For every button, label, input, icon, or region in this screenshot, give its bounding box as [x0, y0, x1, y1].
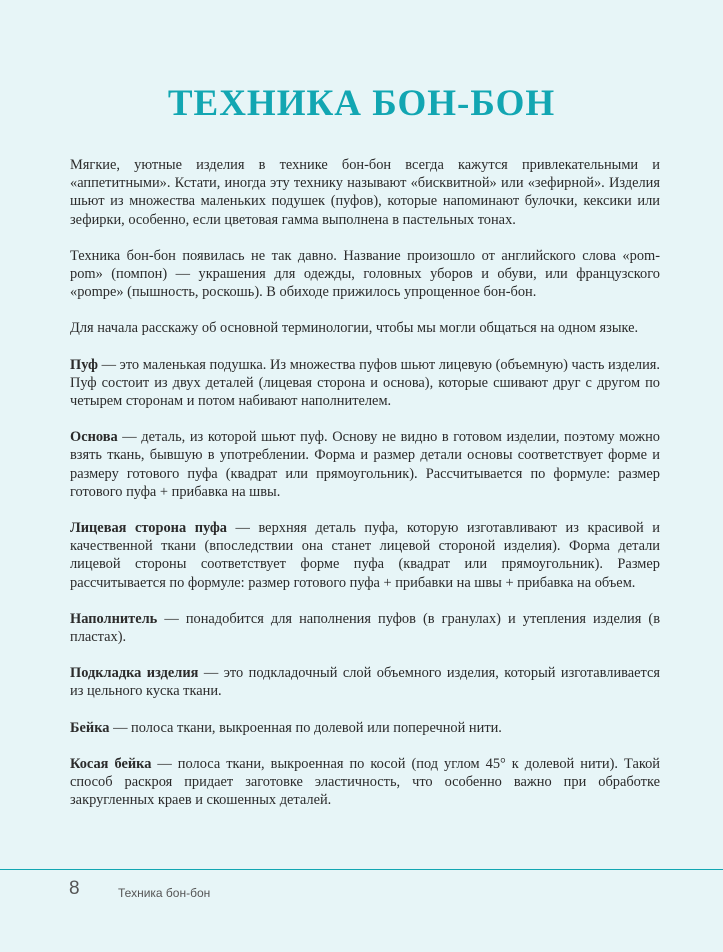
term-name: Подкладка изделия	[70, 665, 199, 682]
term-entry	[70, 719, 660, 737]
term-definition: — деталь, из которой шьют пуф. Основу не видно в готовом изделии, поэтому можно взять ткань, бывшую в употреблении. Форма и размер детали основы соответствует форме и размеру готового пуфа (квадрат или прямоугольник). Рассчитывается по формуле: размер готового пуфа + прибавка на швы.	[70, 429, 660, 500]
intro-paragraph: Для начала расскажу об основной терминологии, чтобы мы могли общаться на одном языке.	[70, 320, 639, 337]
intro-paragraph: Техника бон-бон появилась не так давно. Название произошло от английского слова «pom-pom» (помпон) — украшения для одежды, головных уборов и обуви, или французского «pompe» (пышность, роскошь). В обиходе прижилось упрощенное бон-бон.	[70, 247, 660, 301]
term-entry	[70, 519, 660, 592]
term-name: Пуф	[70, 356, 98, 373]
body-text	[70, 156, 660, 827]
term-entry	[70, 428, 660, 501]
term-name: Бейка	[70, 719, 110, 736]
term-definition: — полоса ткани, выкроенная по долевой или поперечной нити.	[109, 719, 502, 736]
term-definition: — верхняя деталь пуфа, которую изготавливают из красивой и качественной ткани (впоследствии она станет лицевой стороной изделия). Форма детали лицевой стороны соответствует форме пуфа (квадрат или прямоугольник). Размер рассчитывается по формуле: размер готового пуфа + прибавки на швы + прибавка на объем.	[70, 520, 660, 591]
term-definition: — это маленькая подушка. Из множества пуфов шьют лицевую (объемную) часть изделия. Пуф состоит из двух деталей (лицевая сторона и основа), которые сшивают друг с другом по четырем сторонам и потом набивают наполнителем.	[70, 356, 660, 410]
footer-divider	[0, 869, 723, 870]
term-entry	[70, 664, 660, 700]
page-title: ТЕХНИКА БОН-БОН	[167, 83, 556, 124]
term-name: Лицевая сторона пуфа	[70, 520, 227, 537]
term-name: Наполнитель	[70, 610, 158, 627]
term-definition: — это подкладочный слой объемного изделия, который изготавливается из цельного куска ткани.	[70, 665, 660, 700]
page-number: 8	[69, 878, 80, 899]
intro-paragraph: Мягкие, уютные изделия в технике бон-бон всегда кажутся привлекательными и «аппетитными». Кстати, иногда эту технику называют «бисквитной» или «зефирной». Изделия шьют из множества маленьких подушек (пуфов), которые напоминают булочки, кексики или зефирки, особенно, если цветовая гамма выполнена в пастельных тонах.	[70, 157, 660, 228]
term-name: Основа	[70, 429, 118, 446]
term-entry	[70, 610, 660, 646]
running-head: Техника бон-бон	[118, 886, 211, 900]
term-entry	[70, 755, 660, 810]
term-entry	[70, 356, 660, 411]
term-name: Косая бейка	[70, 755, 152, 772]
term-definition: — полоса ткани, выкроенная по косой (под углом 45° к долевой нити). Такой способ раскроя придает заготовке эластичность, что особенно важно при обработке закругленных краев и скошенных деталей.	[70, 755, 660, 809]
term-definition: — понадобится для наполнения пуфов (в гранулах) и утепления изделия (в пластах).	[70, 610, 660, 646]
